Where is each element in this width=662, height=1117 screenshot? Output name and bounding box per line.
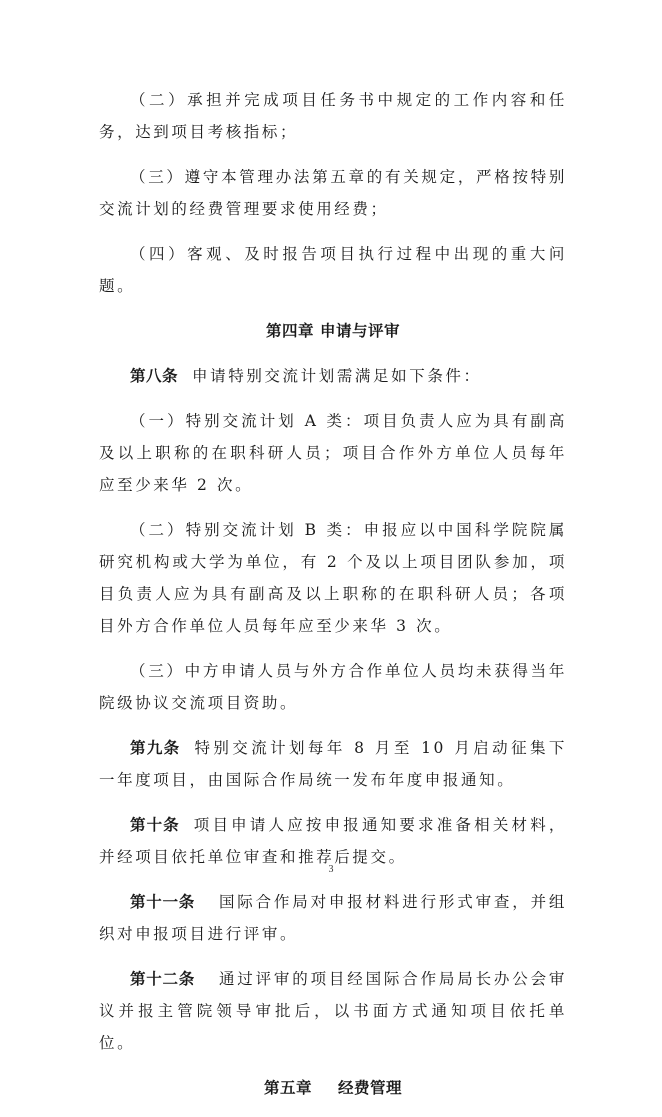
article-8 [99, 360, 567, 392]
paragraph-item-2 [99, 84, 567, 148]
article-label: 第十二条 [130, 970, 195, 988]
article-label: 第八条 [130, 367, 179, 385]
article-label: 第十条 [130, 816, 180, 834]
article-8-item-1 [99, 405, 567, 501]
article-12 [99, 963, 567, 1059]
page-number: 3 [328, 864, 334, 875]
article-11 [99, 886, 567, 950]
chapter-title: 申请与评审 [320, 322, 401, 340]
article-text: 通过评审的项目经国际合作局局长办公会审议并报主管院领导审批后，以书面方式通知项目依托单位。 [99, 970, 567, 1052]
chapter-number: 第四章 [265, 322, 314, 340]
article-label: 第九条 [130, 739, 181, 757]
article-text: 申请特别交流计划需满足如下条件： [192, 367, 482, 385]
article-text: 特别交流计划每年 8 月至 10 月启动征集下一年度项目，由国际合作局统一发布年度申报通知。 [99, 739, 567, 789]
article-label: 第十一条 [130, 893, 195, 911]
article-8-item-3 [99, 655, 567, 719]
article-text: （一）特别交流计划 A 类：项目负责人应为具有副高及以上职称的在职科研人员；项目合作外方单位人员每年应至少来华 2 次。 [99, 412, 567, 494]
paragraph-text: （三）遵守本管理办法第五章的有关规定，严格按特别交流计划的经费管理要求使用经费； [99, 168, 567, 218]
chapter-heading-4 [99, 315, 567, 347]
article-8-item-2 [99, 514, 567, 642]
paragraph-item-3 [99, 161, 567, 225]
document-page [99, 84, 567, 1117]
article-text: （三）中方申请人员与外方合作单位人员均未获得当年院级协议交流项目资助。 [99, 662, 567, 712]
chapter-number: 第五章 [263, 1079, 312, 1097]
article-text: 国际合作局对申报材料进行形式审查，并组织对申报项目进行评审。 [99, 893, 567, 943]
paragraph-item-4 [99, 238, 567, 302]
paragraph-text: （二）承担并完成项目任务书中规定的工作内容和任务，达到项目考核指标； [99, 91, 567, 141]
article-text: 项目申请人应按申报通知要求准备相关材料，并经项目依托单位审查和推荐后提交。 [99, 816, 567, 866]
article-text: （二）特别交流计划 B 类：申报应以中国科学院院属研究机构或大学为单位，有 2 个及以上项目团队参加，项目负责人应为具有副高及以上职称的在职科研人员；各项目外方合作单位人员每年应至少来华 3 次。 [99, 521, 567, 635]
chapter-title: 经费管理 [338, 1079, 403, 1097]
article-9 [99, 732, 567, 796]
chapter-heading-5 [99, 1072, 567, 1104]
paragraph-text: （四）客观、及时报告项目执行过程中出现的重大问题。 [99, 245, 567, 295]
